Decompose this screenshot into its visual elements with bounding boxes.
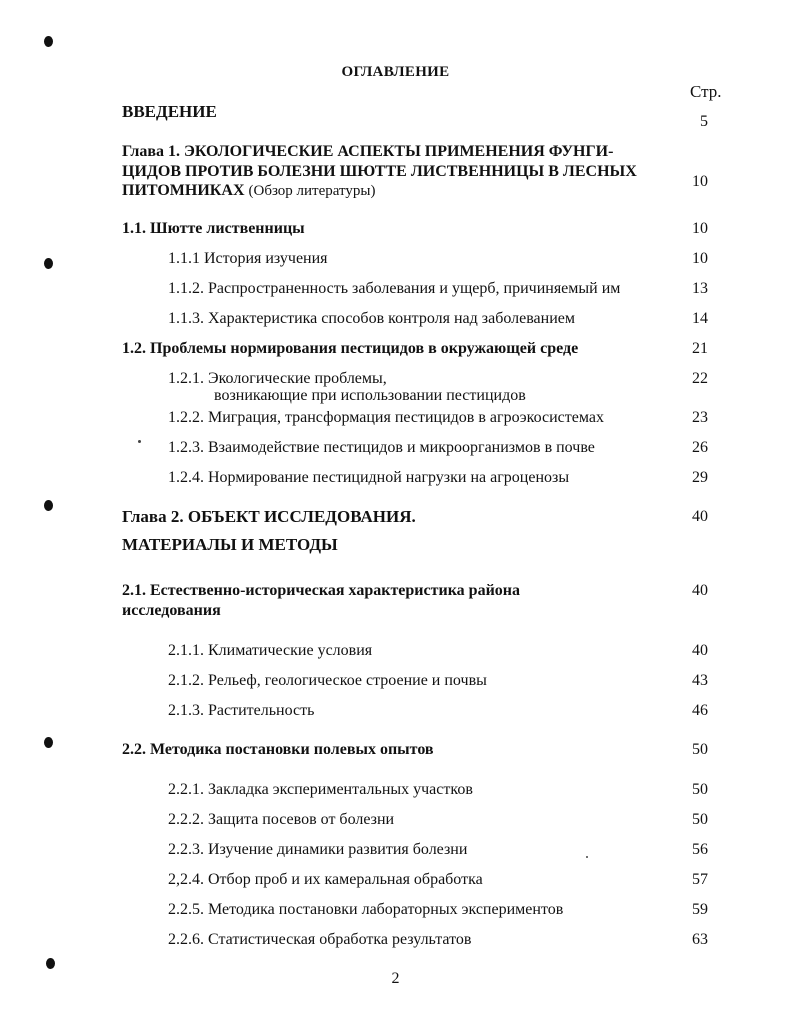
- toc-page-number: 13: [692, 280, 708, 297]
- toc-entry-1-2-4: 1.2.4. Нормирование пестицидной нагрузки на агроценозы: [168, 469, 570, 486]
- toc-entry-1-2-1-line-1: 1.2.1. Экологические проблемы,: [168, 370, 387, 387]
- toc-page-number: 5: [700, 113, 708, 130]
- toc-page-number: 56: [692, 841, 708, 858]
- toc-entry-chapter-1-line-2: ЦИДОВ ПРОТИВ БОЛЕЗНИ ШЮТТЕ ЛИСТВЕННИЦЫ В ЛЕСНЫХ: [122, 163, 637, 180]
- toc-entry-1-1-3: 1.1.3. Характеристика способов контроля над заболеванием: [168, 310, 576, 327]
- scan-speck: [586, 856, 588, 858]
- toc-page-number: 26: [692, 439, 708, 456]
- punch-hole-mark: [46, 958, 55, 969]
- chapter-1-title-end: ПИТОМНИКАХ: [122, 182, 245, 199]
- toc-page-number: 10: [692, 173, 708, 190]
- toc-entry-chapter-1-line-3: [122, 181, 375, 201]
- page-footer-number: 2: [391, 970, 400, 987]
- toc-entry-chapter-1-line-1: Глава 1. ЭКОЛОГИЧЕСКИЕ АСПЕКТЫ ПРИМЕНЕНИЯ ФУНГИ-: [122, 143, 614, 160]
- toc-entry-intro: ВВЕДЕНИЕ: [122, 102, 217, 121]
- toc-title: ОГЛАВЛЕНИЕ: [341, 64, 450, 80]
- toc-entry-1-1-2: 1.1.2. Распространенность заболевания и ущерб, причиняемый им: [168, 280, 621, 297]
- toc-page-number: 40: [692, 508, 708, 525]
- toc-entry-2-1-2: 2.1.2. Рельеф, геологическое строение и почвы: [168, 672, 487, 689]
- toc-page-number: 46: [692, 702, 708, 719]
- toc-page-number: 40: [692, 642, 708, 659]
- chapter-1-subtitle: (Обзор литературы): [248, 183, 376, 199]
- toc-page-number: 23: [692, 409, 708, 426]
- toc-page-number: 57: [692, 871, 708, 888]
- toc-page-number: 43: [692, 672, 708, 689]
- toc-entry-1-2-3: 1.2.3. Взаимодействие пестицидов и микроорганизмов в почве: [168, 439, 595, 456]
- toc-entry-2-2-5: 2.2.5. Методика постановки лабораторных экспериментов: [168, 901, 564, 918]
- toc-entry-2-2-2: 2.2.2. Защита посевов от болезни: [168, 811, 395, 828]
- toc-entry-2-2-6: 2.2.6. Статистическая обработка результатов: [168, 931, 472, 948]
- toc-page-number: 50: [692, 811, 708, 828]
- toc-page-number: 59: [692, 901, 708, 918]
- toc-page-number: 50: [692, 781, 708, 798]
- toc-entry-2-1-3: 2.1.3. Растительность: [168, 702, 315, 719]
- toc-entry-section-1-1: 1.1. Шютте лиственницы: [122, 220, 305, 237]
- toc-page-number: 40: [692, 582, 708, 599]
- toc-entry-2-1-1: 2.1.1. Климатические условия: [168, 642, 373, 659]
- toc-entry-section-2-1-line-1: 2.1. Естественно-историческая характеристика района: [122, 582, 521, 599]
- scan-speck: [138, 440, 141, 443]
- punch-hole-mark: [44, 737, 53, 748]
- toc-page-number: 29: [692, 469, 708, 486]
- toc-entry-section-2-1-line-2: исследования: [122, 602, 221, 619]
- toc-page-number: 22: [692, 370, 708, 387]
- toc-entry-section-1-2: 1.2. Проблемы нормирования пестицидов в окружающей среде: [122, 340, 579, 357]
- toc-entry-2-2-3: 2.2.3. Изучение динамики развития болезни: [168, 841, 468, 858]
- punch-hole-mark: [44, 500, 53, 511]
- toc-entry-section-2-2: 2.2. Методика постановки полевых опытов: [122, 741, 434, 758]
- toc-entry-chapter-2-line-1: Глава 2. ОБЪЕКТ ИССЛЕДОВАНИЯ.: [122, 507, 416, 526]
- punch-hole-mark: [44, 36, 53, 47]
- toc-page-number: 21: [692, 340, 708, 357]
- toc-entry-1-1-1: 1.1.1 История изучения: [168, 250, 328, 267]
- toc-page-number: 63: [692, 931, 708, 948]
- page-column-label: Стр.: [690, 82, 722, 101]
- toc-entry-1-2-1-line-2: возникающие при использовании пестицидов: [214, 387, 526, 404]
- toc-page-number: 50: [692, 741, 708, 758]
- toc-page-number: 10: [692, 250, 708, 267]
- toc-page-number: 14: [692, 310, 708, 327]
- toc-page-number: 10: [692, 220, 708, 237]
- toc-entry-1-2-2: 1.2.2. Миграция, трансформация пестицидов в агроэкосистемах: [168, 409, 604, 426]
- toc-entry-2-2-1: 2.2.1. Закладка экспериментальных участков: [168, 781, 473, 798]
- toc-entry-2-2-4: 2,2.4. Отбор проб и их камеральная обработка: [168, 871, 483, 888]
- toc-entry-chapter-2-line-2: МАТЕРИАЛЫ И МЕТОДЫ: [122, 535, 338, 554]
- punch-hole-mark: [44, 258, 53, 269]
